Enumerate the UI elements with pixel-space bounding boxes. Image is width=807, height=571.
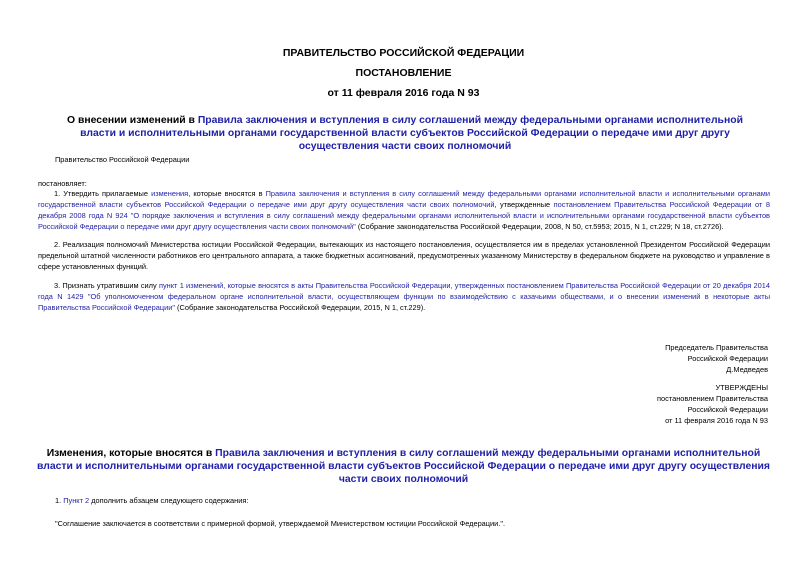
p1-decree-924-link[interactable]: постановлением Правительства Российской Федерации от 8 декабря 2008 года N 924 "О порядке заключения и вступления в силу соглашений между федеральными органами исполнительной власти и исполнительными органами государственной власти субъектов Российской Федерации о передаче ими друг другу осуществления части своих полномочий"	[38, 200, 770, 231]
decree-label: постановляет:	[38, 179, 87, 188]
paragraph-3	[38, 280, 770, 313]
p1-text-c: , утвержденные	[494, 200, 554, 209]
document-title	[60, 114, 750, 153]
p1-text-a: 1. Утвердить прилагаемые	[54, 189, 152, 198]
signature-block	[665, 342, 768, 375]
changes-title	[35, 447, 772, 486]
changes-title-prefix: Изменения, которые вносятся в	[46, 448, 216, 459]
document-type-heading: ПОСТАНОВЛЕНИЕ	[355, 67, 452, 79]
p3-text-b: (Собрание законодательства Российской Федерации, 2015, N 1, ст.229).	[175, 303, 426, 312]
changes-rules-link[interactable]: Правила заключения и вступления в силу соглашений между федеральными органами исполнительной власти и исполнительными органами государственной власти субъектов Российской Федерации о передаче ими друг другу осуществления части своих полномочий	[37, 448, 770, 485]
p1-changes-link[interactable]: изменения	[151, 189, 189, 198]
p1-text-b: , которые вносятся в	[188, 189, 266, 198]
item1-point-link[interactable]: Пункт 2	[63, 496, 90, 505]
title-prefix: О внесении изменений в	[67, 115, 198, 126]
paragraph-1	[38, 188, 770, 232]
approved-line-1: УТВЕРЖДЕНЫ	[715, 383, 768, 392]
p3-text-a: 3. Признать утратившим силу	[54, 281, 159, 290]
item1-prefix: 1.	[55, 496, 64, 505]
approved-block	[657, 382, 768, 426]
signature-line-3: Д.Медведев	[726, 365, 768, 374]
paragraph-2: 2. Реализация полномочий Министерства юстиции Российской Федерации, вытекающих из настоящего постановления, осуществляется им в пределах установленной Президентом Российской Федерации предельной штатной численности работников его центрального аппарата, а также бюджетных ассигнований, предусмотренных указанному Министерству в федеральном бюджете на руководство и управление в сфере установленных функций.	[38, 240, 770, 271]
p3-item-link[interactable]: пункт 1 изменений, которые вносятся в акты Правительства Российской Федерации, утвержденных постановлением Правительства Российской Федерации от 20 декабря 2014 года N 1429 "Об уполномоченном федеральном органе исполнительной власти, осуществляющем функции по взаимодействию с казачьими обществами, и о внесении изменений в некоторые акты Правительства Российской Федерации"	[38, 281, 770, 312]
approved-line-4: от 11 февраля 2016 года N 93	[665, 416, 768, 425]
title-rules-link[interactable]: Правила заключения и вступления в силу соглашений между федеральными органами исполнительной власти и исполнительными органами государственной власти субъектов Российской Федерации о передаче ими друг другу осуществления части своих полномочий	[80, 115, 743, 152]
government-label: Правительство Российской Федерации	[55, 155, 190, 164]
p1-text-d: (Собрание законодательства Российской Федерации, 2008, N 50, ст.5953; 2015, N 1, ст.229; N 18, ст.2726).	[355, 222, 724, 231]
p1-rules-link[interactable]: Правила заключения и вступления в силу соглашений между федеральными органами исполнительной власти и исполнительными органами государственной власти субъектов Российской Федерации о передаче ими друг другу осуществления части своих полномочий	[38, 189, 770, 209]
signature-line-1: Председатель Правительства	[665, 343, 768, 352]
item1-text: дополнить абзацем следующего содержания:	[89, 496, 249, 505]
changes-quote: "Соглашение заключается в соответствии с примерной формой, утверждаемой Министерством юстиции Российской Федерации.".	[55, 519, 506, 528]
document-date-number: от 11 февраля 2016 года N 93	[327, 87, 480, 99]
approved-line-3: Российской Федерации	[687, 405, 768, 414]
approved-line-2: постановлением Правительства	[657, 394, 768, 403]
changes-item-1	[55, 495, 248, 506]
government-heading: ПРАВИТЕЛЬСТВО РОССИЙСКОЙ ФЕДЕРАЦИИ	[282, 47, 525, 59]
signature-line-2: Российской Федерации	[687, 354, 768, 363]
